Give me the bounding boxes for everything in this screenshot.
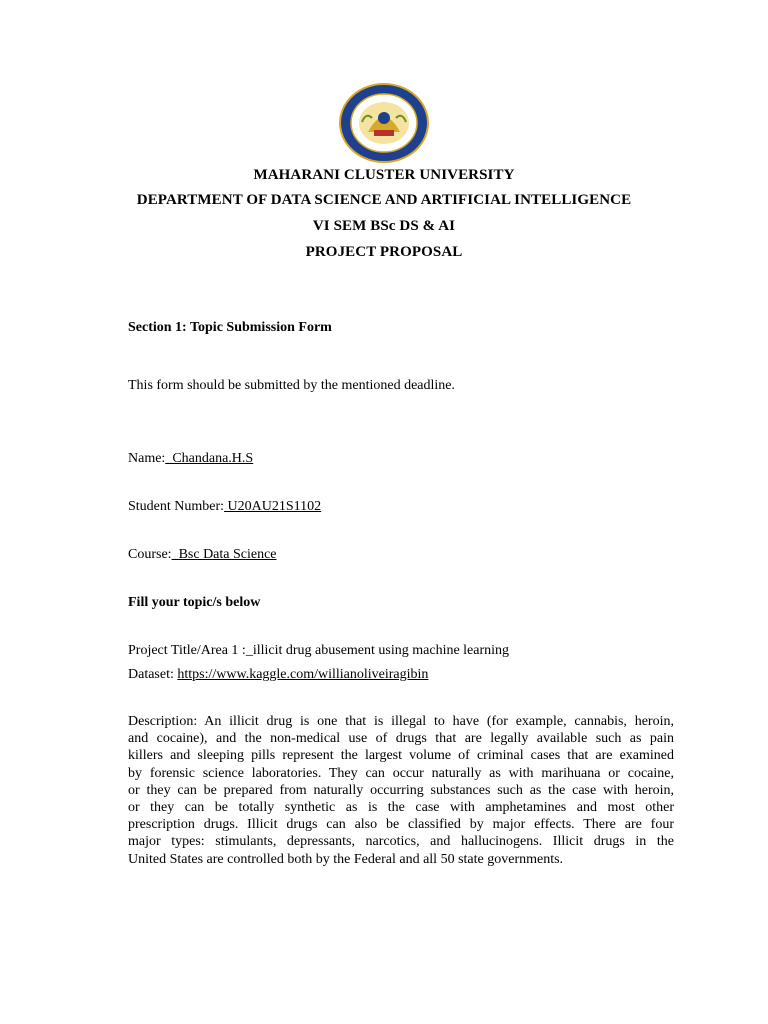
- description-paragraph: [128, 713, 674, 868]
- description-line: major types: stimulants, depressants, narcotics, and hallucinogens. Illicit drugs in the: [128, 834, 674, 850]
- course-field: [128, 547, 277, 563]
- semester-label: VI SEM BSc DS & AI: [312, 218, 456, 234]
- description-line: Description: An illicit drug is one that is illegal to have (for example, cannabis, heroin,: [128, 714, 674, 729]
- description-line: United States are controlled both by the Federal and all 50 state governments.: [128, 851, 564, 867]
- dataset-label: Dataset:: [128, 667, 178, 682]
- name-field: [128, 451, 253, 467]
- name-label: Name:: [128, 451, 166, 466]
- description-line: or they can be totally synthetic as is the case with amphetamines and most other: [128, 799, 674, 815]
- university-logo: [338, 82, 430, 164]
- topic-heading: Fill your topic/s below: [128, 595, 261, 610]
- course-value: _Bsc Data Science: [171, 547, 277, 562]
- project-title: Project Title/Area 1 :_illicit drug abusement using machine learning: [128, 643, 510, 658]
- student-number-field: [128, 499, 321, 515]
- description-line: by forensic science laboratories. They can occur naturally as with marihuana or cocaine,: [128, 765, 674, 781]
- section-heading: Section 1: Topic Submission Form: [128, 320, 332, 335]
- department-name: DEPARTMENT OF DATA SCIENCE AND ARTIFICIAL INTELLIGENCE: [136, 192, 632, 208]
- dataset-link[interactable]: https://www.kaggle.com/willianoliveiragibin: [177, 667, 429, 682]
- description-line: or they can be prepared from naturally occurring substances such as the case with heroin,: [128, 782, 674, 798]
- document-title: PROJECT PROPOSAL: [305, 244, 463, 260]
- description-line: and cocaine), and the non-medical use of drugs that are legally available such as pain: [128, 731, 674, 747]
- name-value: _Chandana.H.S: [165, 451, 254, 466]
- description-line: prescription drugs. Illicit drugs can also be classified by major effects. There are four: [128, 817, 674, 833]
- student-number-label: Student Number:: [128, 499, 225, 514]
- description-line: killers and sleeping pills represent the largest volume of criminal cases that are examined: [128, 748, 674, 764]
- university-name: MAHARANI CLUSTER UNIVERSITY: [253, 167, 515, 183]
- instruction-text: This form should be submitted by the mentioned deadline.: [128, 378, 455, 393]
- dataset-field: [128, 667, 428, 683]
- course-label: Course:: [128, 547, 172, 562]
- student-number-value: U20AU21S1102: [224, 499, 322, 514]
